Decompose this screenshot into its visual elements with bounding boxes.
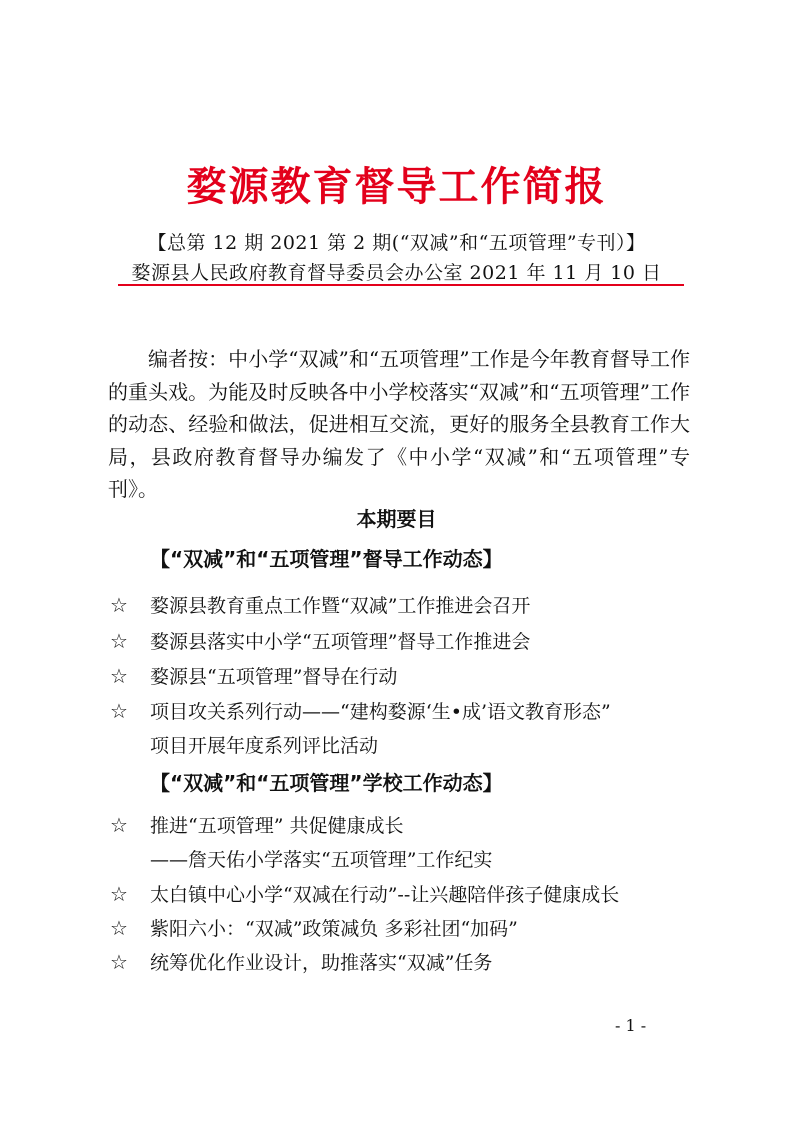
issue-line: 【总第 12 期 2021 第 2 期(“双减”和“五项管理”专刊）】 [147, 232, 646, 254]
bulletin-title: 婺源教育督导工作简报 [186, 163, 607, 210]
star-icon: ☆ [110, 950, 128, 974]
section2-heading: 【“双减”和“五项管理”学校工作动态】 [150, 771, 503, 795]
list-item-text: 紫阳六小：“双减”政策减负 多彩社团“加码” [150, 918, 518, 940]
list-item-continuation: 项目开展年度系列评比活动 [150, 735, 379, 757]
editor-note: 编者按：中小学“双减”和“五项管理”工作是今年教育督导工作的重头戏。为能及时反映各中小学校落实“双减”和“五项管理”工作的动态、经验和做法，促进相互交流，更好的服务全县教育工作大局，县政府教育督导办编发了《中小学“双减”和“五项管理”专刊》。 [108, 347, 690, 501]
list-item-subtitle: ——詹天佑小学落实“五项管理”工作纪实 [150, 849, 493, 871]
section1-heading: 【“双减”和“五项管理”督导工作动态】 [150, 547, 503, 571]
list-item-text: 婺源县教育重点工作暨“双减”工作推进会召开 [150, 595, 531, 617]
star-icon: ☆ [110, 664, 128, 688]
star-icon: ☆ [110, 629, 128, 653]
list-item-text: 推进“五项管理” 共促健康成长 [150, 815, 404, 837]
contents-title: 本期要目 [356, 507, 437, 531]
star-icon: ☆ [110, 813, 128, 837]
list-item-text: 婺源县落实中小学“五项管理”督导工作推进会 [150, 631, 531, 653]
list-item-text: 项目攻关系列行动——“建构婺源‘生•成’语文教育形态” [150, 701, 611, 723]
star-icon: ☆ [110, 593, 128, 617]
page-number: - 1 - [615, 1016, 647, 1035]
list-item-text: 统筹优化作业设计，助推落实“双减”任务 [150, 952, 493, 974]
star-icon: ☆ [110, 699, 128, 723]
star-icon: ☆ [110, 882, 128, 906]
list-item-text: 太白镇中心小学“双减在行动”--让兴趣陪伴孩子健康成长 [150, 884, 620, 906]
list-item-text: 婺源县“五项管理”督导在行动 [150, 666, 398, 688]
star-icon: ☆ [110, 916, 128, 940]
publisher-line: 婺源县人民政府教育督导委员会办公室 2021 年 11 月 10 日 [131, 262, 662, 284]
red-divider [118, 284, 684, 286]
